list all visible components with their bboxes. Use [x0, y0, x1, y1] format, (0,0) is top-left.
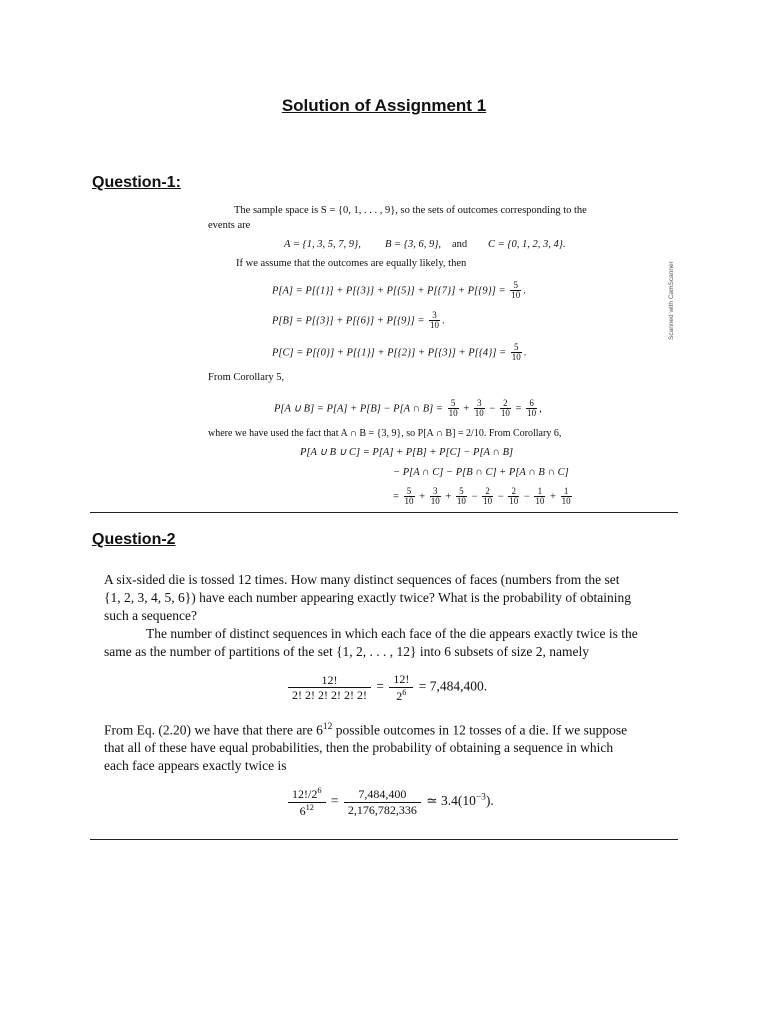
fraction: $\frac{12!}{2! 2! 2! 2! 2! 2!}$	[288, 673, 371, 703]
q2-equation-partitions: $\frac{12!}{2! 2! 2! 2! 2! 2!}$ = $\frac{12!}{2^6}$ = 7,484,400.	[286, 672, 487, 703]
q1-and: and	[452, 239, 468, 250]
question-2-scan	[100, 568, 678, 836]
fraction: $\frac{2}{10}$	[483, 486, 493, 507]
q1-prob-union-abc-line-1: P[A ∪ B ∪ C] = P[A] + P[B] + P[C] − P[A ∩ B]	[300, 447, 514, 458]
q1-set-a: A = {1, 3, 5, 7, 9},	[284, 239, 361, 250]
fraction: $\frac{3}{10}$	[430, 486, 440, 507]
q1-set-c: C = {0, 1, 2, 3, 4}.	[488, 239, 566, 250]
q2-equation-probability: $\frac{12!/2^6}{6^{12}}$ = $\frac{7,484,400}{2,176,782,336}$ ≃ $3.4(10^{-3})$.	[286, 786, 494, 818]
q1-prob-union-abc-line-3: = $\frac{5}{10}$ + $\frac{3}{10}$ + $\frac{5}{10}$ − $\frac{2}{10}$ − $\frac{2}{10}$ − $\frac{1}{10}$ + $\frac{1}{10}$	[393, 486, 571, 507]
q2-solution-line-1: The number of distinct sequences in which each face of the die appears exactly twice is the	[146, 626, 638, 641]
q1-where-line: where we have used the fact that A ∩ B = {3, 9}, so P[A ∩ B] = 2/10. From Corollary 6,	[208, 428, 562, 439]
fraction: $\frac{6}{10}$	[527, 398, 537, 419]
section-divider	[90, 839, 678, 840]
fraction: $\frac{12!}{2^6}$	[389, 672, 413, 703]
q2-solution-line-3: From Eq. (2.20) we have that there are $6^{12}$ possible outcomes in 12 tosses of a die. If we suppose	[104, 722, 628, 738]
q1-prob-a-union-b: P[A ∪ B] = P[A] + P[B] − P[A ∩ B] = $\frac{5}{10}$ + $\frac{3}{10}$ − $\frac{2}{10}$ = $\frac{6}{10}$ ,	[274, 398, 542, 419]
fraction: $\frac{5}{10}$	[448, 398, 458, 419]
question-1-heading: Question-1:	[92, 174, 181, 191]
fraction: $\frac{5}{10}$	[511, 280, 521, 301]
q2-solution-line-2: same as the number of partitions of the set {1, 2, . . . , 12} into 6 subsets of size 2, namely	[104, 644, 589, 659]
fraction: $\frac{12!/2^6}{6^{12}}$	[288, 786, 326, 818]
q2-solution-line-4: that all of these have equal probabilities, then the probability of obtaining a sequence in which	[104, 740, 614, 755]
q2-solution-line-5: each face appears exactly twice is	[104, 758, 287, 773]
section-divider	[90, 512, 678, 513]
document-title: Solution of Assignment 1	[281, 96, 487, 115]
fraction: $\frac{3}{10}$	[474, 398, 484, 419]
scanner-watermark: Scanned with CamScanner	[668, 261, 675, 340]
fraction: $\frac{2}{10}$	[500, 398, 510, 419]
q2-problem-line-1: A six-sided die is tossed 12 times. How many distinct sequences of faces (numbers from the set	[104, 572, 620, 587]
q1-intro-line-1: The sample space is S = {0, 1, . . . , 9}, so the sets of outcomes corresponding to the	[234, 205, 587, 216]
fraction: $\frac{3}{10}$	[430, 310, 440, 331]
fraction: $\frac{2}{10}$	[509, 486, 519, 507]
q1-prob-a: P[A] = P[{1}] + P[{3}] + P[{5}] + P[{7}] + P[{9}] = $\frac{5}{10}$ .	[272, 280, 526, 301]
fraction: $\frac{5}{10}$	[404, 486, 414, 507]
fraction: $\frac{5}{10}$	[511, 342, 521, 363]
q1-corollary-5: From Corollary 5,	[208, 372, 285, 383]
q2-problem-line-3: such a sequence?	[104, 608, 197, 623]
fraction: $\frac{7,484,400}{2,176,782,336}$	[344, 787, 421, 817]
q1-prob-b: P[B] = P[{3}] + P[{6}] + P[{9}] = $\frac{3}{10}$ .	[272, 310, 445, 331]
fraction: $\frac{5}{10}$	[456, 486, 466, 507]
fraction: $\frac{1}{10}$	[535, 486, 545, 507]
q2-problem-line-2: {1, 2, 3, 4, 5, 6}) have each number appearing exactly twice? What is the probability of obtaining	[104, 590, 632, 605]
q1-prob-c: P[C] = P[{0}] + P[{1}] + P[{2}] + P[{3}] + P[{4}] = $\frac{5}{10}$ .	[272, 342, 527, 363]
q1-set-b: B = {3, 6, 9},	[385, 239, 442, 250]
q1-prob-union-abc-line-2: − P[A ∩ C] − P[B ∩ C] + P[A ∩ B ∩ C]	[393, 467, 569, 478]
fraction: $\frac{1}{10}$	[561, 486, 571, 507]
q1-intro-line-2: events are	[208, 220, 251, 231]
question-2-heading: Question-2	[92, 531, 176, 548]
q1-assume-line: If we assume that the outcomes are equally likely, then	[236, 258, 467, 269]
question-1-scan	[200, 195, 680, 511]
